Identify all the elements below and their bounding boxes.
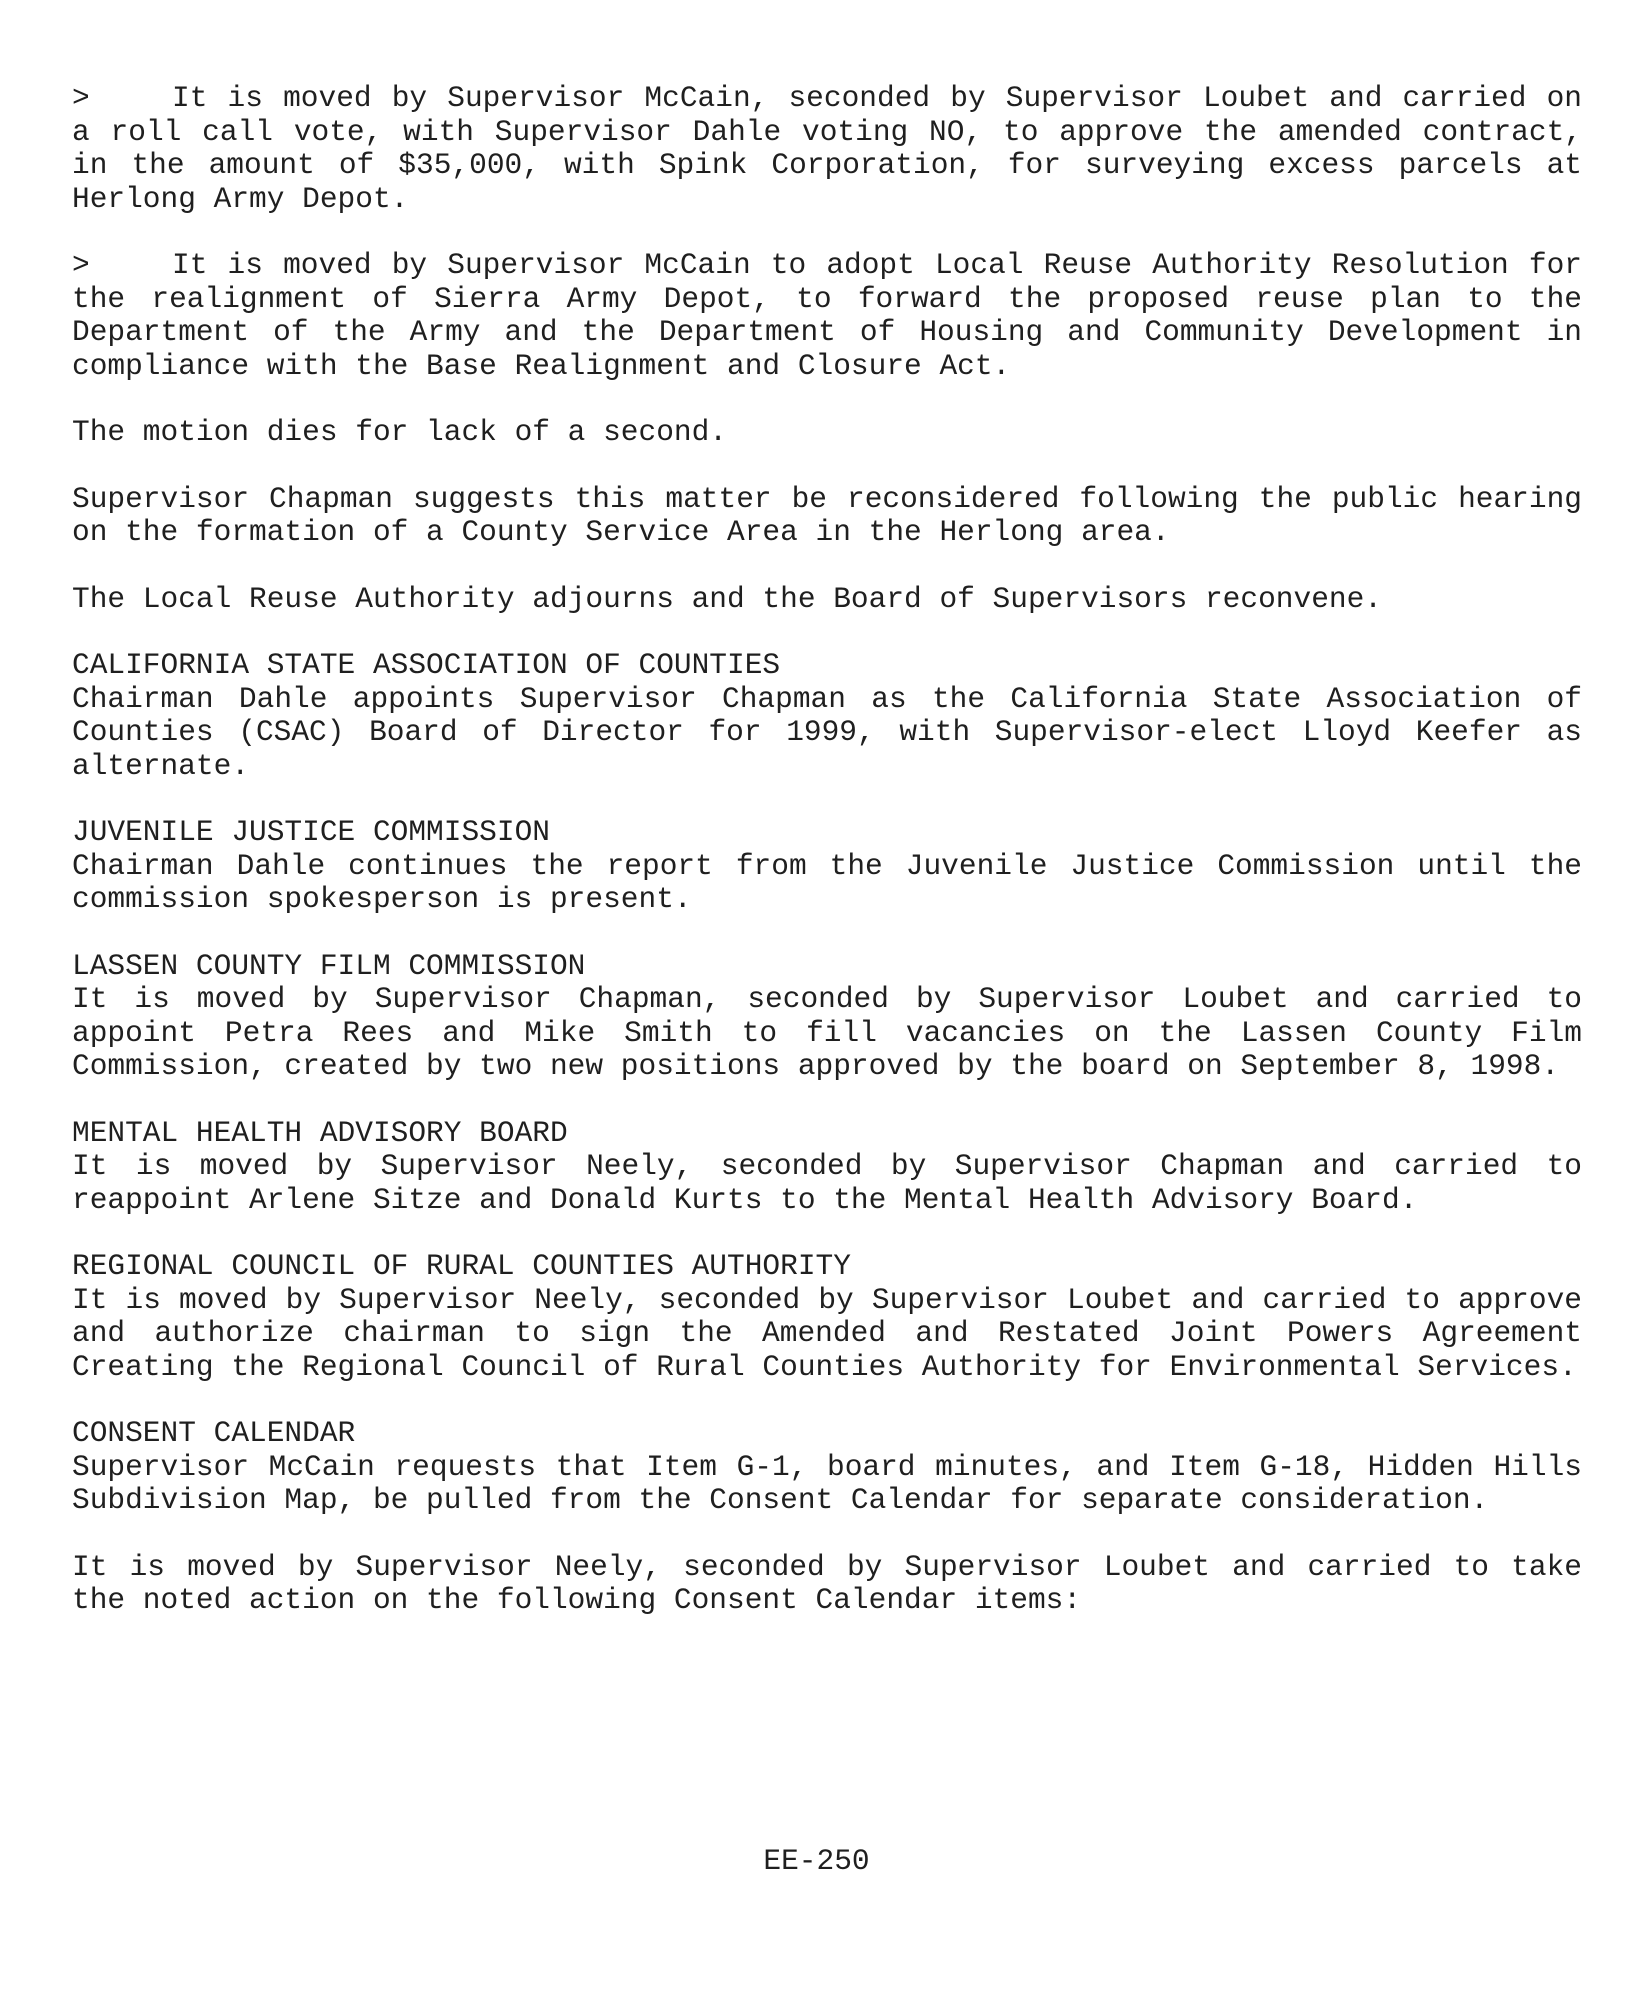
section-heading: MENTAL HEALTH ADVISORY BOARD	[72, 1115, 568, 1150]
section-heading: CALIFORNIA STATE ASSOCIATION OF COUNTIES	[72, 648, 781, 682]
section-body: Chairman Dahle continues the report from the Juvenile Justice Commission until the commission spokesperson is present.	[72, 848, 1582, 916]
closing-paragraph: It is moved by Supervisor Neely, seconded by Supervisor Loubet and carried to take the noted action on the following Consent Calendar items:	[72, 1549, 1582, 1617]
adjourn-paragraph	[72, 583, 1582, 617]
document-page	[72, 82, 1582, 1651]
section-body: It is moved by Supervisor Chapman, seconded by Supervisor Loubet and carried to appoint Petra Rees and Mike Smith to fill vacancies on the Lassen County Film Commission, created by two new positions approved by the board on September 8, 1998.	[72, 982, 1582, 1083]
page-number: EE-250	[763, 1844, 870, 1878]
section-csac	[72, 649, 1582, 783]
section-heading: CONSENT CALENDAR	[72, 1416, 356, 1450]
motion-result-paragraph	[72, 416, 1582, 450]
section-juvenile-justice	[72, 816, 1582, 917]
bullet-marker: >	[72, 248, 90, 282]
section-heading: JUVENILE JUSTICE COMMISSION	[72, 815, 550, 849]
paragraph-text: It is moved by Supervisor McCain, seconded by Supervisor Loubet and carried on a roll call vote, with Supervisor Dahle voting NO, to approve the amended contract, in the amount of $35,000, with Spink Corporation, for surveying excess parcels at Herlong Army Depot.	[72, 81, 1582, 216]
section-body: It is moved by Supervisor Neely, seconded by Supervisor Chapman and carried to reappoint Arlene Sitze and Donald Kurts to the Mental Health Advisory Board.	[72, 1149, 1582, 1217]
section-body: Supervisor McCain requests that Item G-1, board minutes, and Item G-18, Hidden Hills Subdivision Map, be pulled from the Consent Calendar for separate consideration.	[72, 1449, 1582, 1517]
bullet-marker: >	[72, 81, 90, 115]
section-body: It is moved by Supervisor Neely, seconded by Supervisor Loubet and carried to approve and authorize chairman to sign the Amended and Restated Joint Powers Agreement Creating the Regional Council of Rural Counties Authority for Environmental Services.	[72, 1282, 1582, 1384]
suggestion-paragraph	[72, 483, 1582, 550]
motion-paragraph-1	[72, 82, 1582, 216]
paragraph-text: The motion dies for lack of a second.	[72, 415, 728, 449]
paragraph-text: The Local Reuse Authority adjourns and the Board of Supervisors reconvene.	[72, 581, 1383, 616]
section-heading: REGIONAL COUNCIL OF RURAL COUNTIES AUTHORITY	[72, 1249, 851, 1283]
section-regional-council	[72, 1250, 1582, 1384]
motion-paragraph-2	[72, 249, 1582, 383]
section-mental-health	[72, 1117, 1582, 1218]
section-body: Chairman Dahle appoints Supervisor Chapman as the California State Association of Counties (CSAC) Board of Director for 1999, with Supervisor-elect Lloyd Keefer as alternate.	[72, 681, 1582, 783]
paragraph-text: It is moved by Supervisor McCain to adopt Local Reuse Authority Resolution for the realignment of Sierra Army Depot, to forward the proposed reuse plan to the Department of the Army and the Department of Housing and Community Development in compliance with the Base Realignment and Closure Act.	[72, 248, 1582, 383]
section-consent-calendar	[72, 1417, 1582, 1518]
section-heading: LASSEN COUNTY FILM COMMISSION	[72, 948, 586, 983]
paragraph-text: Supervisor Chapman suggests this matter be reconsidered following the public hearing on the formation of a County Service Area in the Herlong area.	[72, 481, 1582, 549]
section-film-commission	[72, 950, 1582, 1084]
